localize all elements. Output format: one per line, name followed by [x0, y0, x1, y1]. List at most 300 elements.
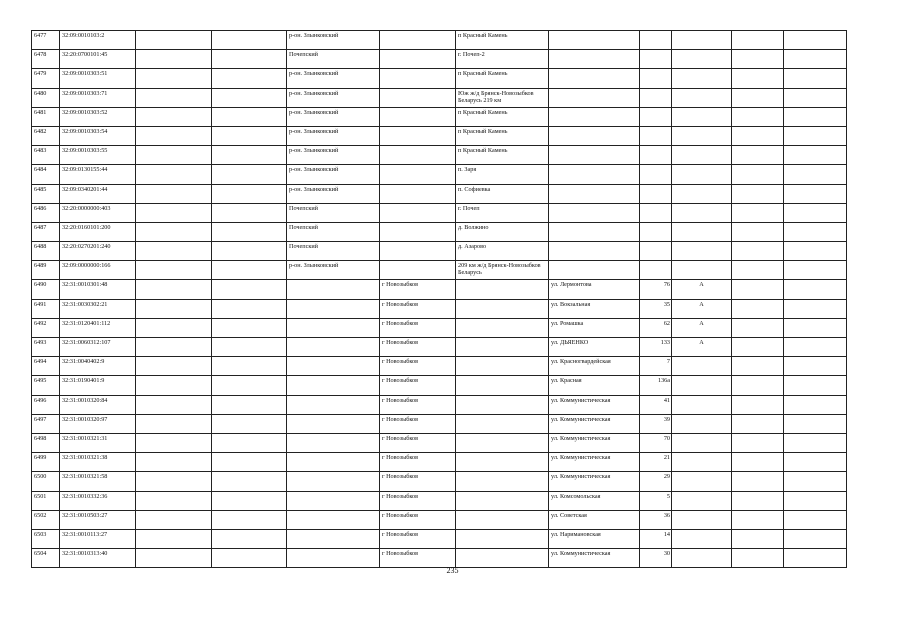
building-letter-cell: А [672, 338, 732, 357]
row-number-cell: 6489 [32, 261, 60, 280]
row-number-cell: 6488 [32, 242, 60, 261]
cadastral-number-cell: 32:31:0010321:31 [60, 433, 136, 452]
locality-cell [456, 338, 549, 357]
row-number-cell: 6498 [32, 433, 60, 452]
empty-cell [732, 395, 784, 414]
building-letter-cell [672, 376, 732, 395]
empty-cell [212, 261, 287, 280]
street-cell [549, 242, 640, 261]
locality-cell [456, 395, 549, 414]
building-letter-cell [672, 222, 732, 241]
district-cell: р-он. Злынковский [287, 126, 380, 145]
empty-cell [732, 146, 784, 165]
house-number-cell: 36 [640, 510, 672, 529]
table-row [32, 242, 847, 261]
locality-cell: п Красный Камень [456, 69, 549, 88]
city-cell [380, 146, 456, 165]
empty-cell [212, 126, 287, 145]
empty-cell [732, 31, 784, 50]
city-cell: г Новозыбков [380, 529, 456, 548]
street-cell: ул. ДЬЯЕНКО [549, 338, 640, 357]
empty-cell [784, 318, 847, 337]
empty-cell [784, 453, 847, 472]
district-cell: р-он. Злынковский [287, 165, 380, 184]
row-number-cell: 6501 [32, 491, 60, 510]
district-cell [287, 376, 380, 395]
building-letter-cell [672, 126, 732, 145]
empty-cell [136, 472, 212, 491]
empty-cell [732, 299, 784, 318]
empty-cell [136, 203, 212, 222]
row-number-cell: 6481 [32, 107, 60, 126]
empty-cell [732, 69, 784, 88]
city-cell [380, 165, 456, 184]
empty-cell [212, 529, 287, 548]
district-cell [287, 357, 380, 376]
empty-cell [136, 299, 212, 318]
row-number-cell: 6478 [32, 50, 60, 69]
street-cell: ул. Коммунистическая [549, 453, 640, 472]
street-cell: ул. Красная [549, 376, 640, 395]
empty-cell [784, 222, 847, 241]
empty-cell [212, 472, 287, 491]
empty-cell [732, 453, 784, 472]
house-number-cell: 5 [640, 491, 672, 510]
empty-cell [136, 549, 212, 568]
street-cell [549, 165, 640, 184]
locality-cell [456, 529, 549, 548]
district-cell [287, 318, 380, 337]
empty-cell [136, 433, 212, 452]
cadastral-number-cell: 32:09:0010303:54 [60, 126, 136, 145]
empty-cell [136, 261, 212, 280]
building-letter-cell [672, 491, 732, 510]
district-cell [287, 529, 380, 548]
empty-cell [732, 549, 784, 568]
empty-cell [732, 88, 784, 107]
empty-cell [212, 69, 287, 88]
house-number-cell: 30 [640, 549, 672, 568]
district-cell: р-он. Злынковский [287, 261, 380, 280]
row-number-cell: 6480 [32, 88, 60, 107]
city-cell: г Новозыбков [380, 510, 456, 529]
empty-cell [784, 529, 847, 548]
table-row [32, 529, 847, 548]
house-number-cell: 76 [640, 280, 672, 299]
house-number-cell [640, 261, 672, 280]
building-letter-cell: А [672, 299, 732, 318]
street-cell: ул. Ромашка [549, 318, 640, 337]
locality-cell: п Красный Камень [456, 146, 549, 165]
locality-cell [456, 491, 549, 510]
cadastral-number-cell: 32:09:0010303:52 [60, 107, 136, 126]
empty-cell [732, 222, 784, 241]
locality-cell: п Красный Камень [456, 107, 549, 126]
empty-cell [136, 146, 212, 165]
district-cell: р-он. Злынковский [287, 146, 380, 165]
empty-cell [784, 433, 847, 452]
empty-cell [212, 146, 287, 165]
table-row [32, 453, 847, 472]
empty-cell [136, 88, 212, 107]
building-letter-cell [672, 88, 732, 107]
empty-cell [784, 184, 847, 203]
row-number-cell: 6485 [32, 184, 60, 203]
district-cell [287, 299, 380, 318]
locality-cell: п. Заря [456, 165, 549, 184]
empty-cell [784, 107, 847, 126]
locality-cell [456, 549, 549, 568]
district-cell [287, 510, 380, 529]
house-number-cell [640, 126, 672, 145]
locality-cell: п Красный Камень [456, 126, 549, 145]
cadastral-number-cell: 32:09:0010103:2 [60, 31, 136, 50]
street-cell [549, 50, 640, 69]
empty-cell [784, 510, 847, 529]
house-number-cell [640, 107, 672, 126]
street-cell [549, 126, 640, 145]
district-cell: р-он. Злынковский [287, 107, 380, 126]
street-cell [549, 261, 640, 280]
cadastral-number-cell: 32:09:0340201:44 [60, 184, 136, 203]
city-cell [380, 203, 456, 222]
city-cell [380, 261, 456, 280]
empty-cell [212, 203, 287, 222]
cadastral-number-cell: 32:20:0270201:240 [60, 242, 136, 261]
street-cell [549, 203, 640, 222]
empty-cell [784, 472, 847, 491]
district-cell: р-он. Злынковский [287, 184, 380, 203]
district-cell: Почепский [287, 242, 380, 261]
empty-cell [212, 31, 287, 50]
row-number-cell: 6484 [32, 165, 60, 184]
empty-cell [732, 184, 784, 203]
empty-cell [212, 453, 287, 472]
locality-cell [456, 299, 549, 318]
table-row [32, 299, 847, 318]
empty-cell [136, 107, 212, 126]
city-cell: г Новозыбков [380, 280, 456, 299]
row-number-cell: 6490 [32, 280, 60, 299]
table-row [32, 69, 847, 88]
empty-cell [136, 126, 212, 145]
empty-cell [732, 126, 784, 145]
row-number-cell: 6493 [32, 338, 60, 357]
house-number-cell: 7 [640, 357, 672, 376]
district-cell: р-он. Злынковский [287, 88, 380, 107]
city-cell: г Новозыбков [380, 472, 456, 491]
house-number-cell: 14 [640, 529, 672, 548]
table-row [32, 126, 847, 145]
street-cell: ул. Советская [549, 510, 640, 529]
empty-cell [784, 376, 847, 395]
empty-cell [212, 184, 287, 203]
registry-table [31, 30, 847, 568]
street-cell [549, 88, 640, 107]
city-cell: г Новозыбков [380, 299, 456, 318]
house-number-cell: 133 [640, 338, 672, 357]
building-letter-cell [672, 433, 732, 452]
empty-cell [784, 88, 847, 107]
table-row [32, 357, 847, 376]
table-row [32, 395, 847, 414]
street-cell: ул. Коммунистическая [549, 472, 640, 491]
empty-cell [732, 491, 784, 510]
city-cell [380, 50, 456, 69]
street-cell [549, 107, 640, 126]
empty-cell [212, 242, 287, 261]
table-row [32, 472, 847, 491]
street-cell: ул. Коммунистическая [549, 414, 640, 433]
house-number-cell: 41 [640, 395, 672, 414]
district-cell [287, 453, 380, 472]
district-cell [287, 395, 380, 414]
empty-cell [784, 357, 847, 376]
district-cell: Почепский [287, 50, 380, 69]
empty-cell [136, 50, 212, 69]
empty-cell [212, 280, 287, 299]
row-number-cell: 6482 [32, 126, 60, 145]
city-cell [380, 69, 456, 88]
building-letter-cell [672, 203, 732, 222]
house-number-cell: 35 [640, 299, 672, 318]
city-cell [380, 184, 456, 203]
row-number-cell: 6491 [32, 299, 60, 318]
empty-cell [732, 318, 784, 337]
house-number-cell [640, 69, 672, 88]
empty-cell [732, 472, 784, 491]
house-number-cell: 70 [640, 433, 672, 452]
city-cell: г Новозыбков [380, 376, 456, 395]
empty-cell [732, 50, 784, 69]
empty-cell [136, 184, 212, 203]
table-row [32, 203, 847, 222]
empty-cell [136, 453, 212, 472]
cadastral-number-cell: 32:31:0010321:38 [60, 453, 136, 472]
table-row [32, 414, 847, 433]
street-cell [549, 31, 640, 50]
empty-cell [136, 222, 212, 241]
locality-cell [456, 376, 549, 395]
locality-cell [456, 414, 549, 433]
city-cell [380, 126, 456, 145]
locality-cell [456, 472, 549, 491]
building-letter-cell [672, 31, 732, 50]
row-number-cell: 6504 [32, 549, 60, 568]
empty-cell [212, 222, 287, 241]
empty-cell [212, 338, 287, 357]
row-number-cell: 6492 [32, 318, 60, 337]
locality-cell [456, 357, 549, 376]
house-number-cell [640, 88, 672, 107]
building-letter-cell [672, 261, 732, 280]
cadastral-number-cell: 32:09:0010303:51 [60, 69, 136, 88]
empty-cell [136, 491, 212, 510]
locality-cell: д. Волжино [456, 222, 549, 241]
empty-cell [212, 510, 287, 529]
empty-cell [732, 242, 784, 261]
city-cell: г Новозыбков [380, 357, 456, 376]
street-cell: ул. Вокзальная [549, 299, 640, 318]
house-number-cell: 39 [640, 414, 672, 433]
locality-cell [456, 318, 549, 337]
table-row [32, 146, 847, 165]
empty-cell [784, 146, 847, 165]
city-cell [380, 242, 456, 261]
cadastral-number-cell: 32:31:0010332:36 [60, 491, 136, 510]
row-number-cell: 6500 [32, 472, 60, 491]
empty-cell [212, 395, 287, 414]
cadastral-number-cell: 32:31:0040402:9 [60, 357, 136, 376]
empty-cell [784, 491, 847, 510]
street-cell [549, 69, 640, 88]
empty-cell [784, 203, 847, 222]
table-row [32, 184, 847, 203]
row-number-cell: 6477 [32, 31, 60, 50]
empty-cell [212, 491, 287, 510]
building-letter-cell: А [672, 318, 732, 337]
empty-cell [732, 433, 784, 452]
table-row [32, 510, 847, 529]
house-number-cell [640, 242, 672, 261]
empty-cell [136, 69, 212, 88]
building-letter-cell [672, 549, 732, 568]
district-cell: Почепский [287, 222, 380, 241]
city-cell [380, 88, 456, 107]
empty-cell [784, 261, 847, 280]
empty-cell [732, 338, 784, 357]
cadastral-number-cell: 32:31:0010320:97 [60, 414, 136, 433]
district-cell [287, 472, 380, 491]
city-cell: г Новозыбков [380, 491, 456, 510]
district-cell [287, 338, 380, 357]
empty-cell [784, 165, 847, 184]
row-number-cell: 6494 [32, 357, 60, 376]
empty-cell [732, 357, 784, 376]
district-cell [287, 433, 380, 452]
table-row [32, 88, 847, 107]
cadastral-number-cell: 32:31:0010321:58 [60, 472, 136, 491]
table-row [32, 261, 847, 280]
locality-cell: 209 км ж/д Брянск-Новозыбков Беларусь [456, 261, 549, 280]
empty-cell [212, 414, 287, 433]
city-cell: г Новозыбков [380, 318, 456, 337]
locality-cell: д. Азарово [456, 242, 549, 261]
building-letter-cell [672, 510, 732, 529]
empty-cell [136, 357, 212, 376]
cadastral-number-cell: 32:31:0190401:9 [60, 376, 136, 395]
building-letter-cell [672, 395, 732, 414]
building-letter-cell [672, 69, 732, 88]
table-body [32, 31, 847, 568]
table-row [32, 376, 847, 395]
row-number-cell: 6497 [32, 414, 60, 433]
table-row [32, 222, 847, 241]
empty-cell [784, 299, 847, 318]
locality-cell: Юж ж/д Брянск-Новозыбков Беларусь 219 км [456, 88, 549, 107]
street-cell [549, 222, 640, 241]
empty-cell [212, 88, 287, 107]
empty-cell [784, 50, 847, 69]
empty-cell [784, 69, 847, 88]
empty-cell [136, 338, 212, 357]
empty-cell [732, 510, 784, 529]
street-cell: ул. Лермонтова [549, 280, 640, 299]
empty-cell [732, 529, 784, 548]
district-cell [287, 414, 380, 433]
city-cell: г Новозыбков [380, 395, 456, 414]
cadastral-number-cell: 32:09:0010303:71 [60, 88, 136, 107]
building-letter-cell [672, 453, 732, 472]
cadastral-number-cell: 32:09:0010303:55 [60, 146, 136, 165]
cadastral-number-cell: 32:31:0010320:84 [60, 395, 136, 414]
locality-cell: п Красный Камень [456, 31, 549, 50]
empty-cell [784, 280, 847, 299]
empty-cell [784, 31, 847, 50]
row-number-cell: 6495 [32, 376, 60, 395]
house-number-cell: 29 [640, 472, 672, 491]
empty-cell [136, 242, 212, 261]
house-number-cell: 136а [640, 376, 672, 395]
empty-cell [136, 280, 212, 299]
street-cell [549, 184, 640, 203]
building-letter-cell [672, 107, 732, 126]
empty-cell [212, 299, 287, 318]
empty-cell [136, 529, 212, 548]
building-letter-cell [672, 50, 732, 69]
table-row [32, 491, 847, 510]
cadastral-number-cell: 32:31:0010503:27 [60, 510, 136, 529]
cadastral-number-cell: 32:20:0160101:200 [60, 222, 136, 241]
street-cell: ул. Красногвардейская [549, 357, 640, 376]
empty-cell [732, 165, 784, 184]
house-number-cell [640, 203, 672, 222]
city-cell: г Новозыбков [380, 433, 456, 452]
page-number: 235 [446, 566, 459, 575]
row-number-cell: 6503 [32, 529, 60, 548]
table-row [32, 280, 847, 299]
table-row [32, 338, 847, 357]
table-row [32, 549, 847, 568]
locality-cell [456, 510, 549, 529]
street-cell: ул. Наримановская [549, 529, 640, 548]
empty-cell [732, 107, 784, 126]
building-letter-cell [672, 414, 732, 433]
row-number-cell: 6502 [32, 510, 60, 529]
building-letter-cell [672, 146, 732, 165]
empty-cell [732, 414, 784, 433]
table-row [32, 31, 847, 50]
house-number-cell [640, 146, 672, 165]
street-cell: ул. Коммунистическая [549, 549, 640, 568]
empty-cell [212, 433, 287, 452]
cadastral-number-cell: 32:09:0000000:166 [60, 261, 136, 280]
empty-cell [784, 549, 847, 568]
cadastral-number-cell: 32:31:0120401:112 [60, 318, 136, 337]
building-letter-cell [672, 184, 732, 203]
house-number-cell [640, 31, 672, 50]
city-cell: г Новозыбков [380, 414, 456, 433]
city-cell: г Новозыбков [380, 453, 456, 472]
city-cell: г Новозыбков [380, 338, 456, 357]
building-letter-cell [672, 472, 732, 491]
empty-cell [212, 549, 287, 568]
empty-cell [212, 357, 287, 376]
empty-cell [784, 414, 847, 433]
table-row [32, 107, 847, 126]
building-letter-cell [672, 529, 732, 548]
table-row [32, 50, 847, 69]
